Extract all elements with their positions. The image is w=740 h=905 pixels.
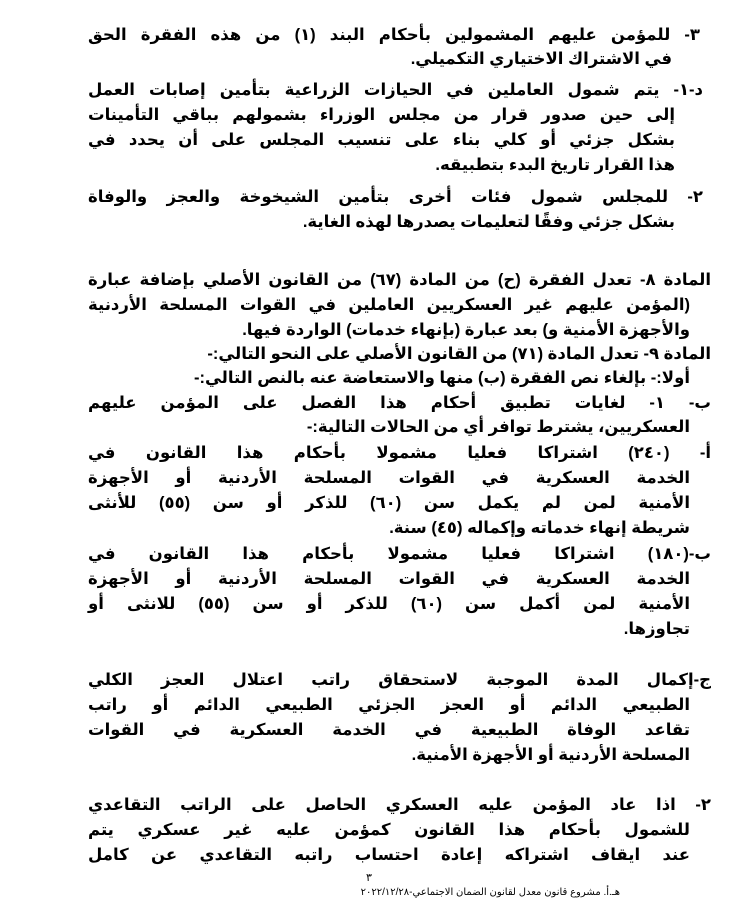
text-line: بشكل جزئي أو كلي بناء على تنسيب المجلس على أن يحدد في bbox=[88, 131, 675, 149]
text-line: الأمنية لمن أكمل سن (٦٠) للذكر أو سن (٥٥) للانثى أو bbox=[88, 595, 690, 613]
text-line: عند ايقاف اشتراكه إعادة احتساب راتبه التقاعدي عن كامل bbox=[88, 846, 690, 864]
text-line: ٢- للمجلس شمول فئات أخرى بتأمين الشيخوخة والعجز والوفاة bbox=[88, 188, 703, 206]
text-line: ٣- للمؤمن عليهم المشمولين بأحكام البند (١) من هذه الفقرة الحق bbox=[88, 26, 700, 44]
text-line: الطبيعي الدائم أو العجز الجزئي الطبيعي الدائم أو راتب bbox=[88, 696, 690, 714]
text-line: للشمول بأحكام هذا القانون كمؤمن عليه غير عسكري يتم bbox=[88, 821, 690, 839]
text-line: إلى حين صدور قرار من مجلس الوزراء بشمولهم بباقي التأمينات bbox=[88, 106, 675, 124]
text-line: تقاعد الوفاة الطبيعية في الخدمة العسكرية في القوات bbox=[88, 721, 690, 739]
text-line: ب- ١- لغايات تطبيق أحكام هذا الفصل على المؤمن عليهم bbox=[88, 394, 711, 412]
text-line: بشكل جزئي وفقًا لتعليمات يصدرها لهذه الغاية. bbox=[302, 213, 675, 231]
text-line: والأجهزة الأمنية و) بعد عبارة (بإنهاء خدمات) الواردة فيها. bbox=[242, 321, 690, 339]
text-line: ب-(١٨٠) اشتراكا فعليا مشمولا بأحكام هذا القانون في bbox=[88, 545, 711, 563]
text-line: شريطة إنهاء خدماته وإكماله (٤٥) سنة. bbox=[389, 519, 690, 537]
article-9-heading: المادة ٩- تعدل المادة (٧١) من القانون الأصلي على النحو التالي:- bbox=[207, 345, 711, 363]
text-line: العسكريين، يشترط توافر أي من الحالات التالية:- bbox=[306, 418, 690, 436]
text-line: ٢- اذا عاد المؤمن عليه العسكري الحاصل على الراتب التقاعدي bbox=[88, 796, 711, 814]
text-line: ج-إكمال المدة الموجبة لاستحقاق راتب اعتلال العجز الكلي bbox=[88, 671, 711, 689]
article-8-heading: المادة ٨- تعدل الفقرة (ح) من المادة (٦٧) من القانون الأصلي بإضافة عبارة bbox=[88, 271, 711, 289]
text-line: الأمنية لمن لم يكمل سن (٦٠) للذكر أو سن (٥٥) للأنثى bbox=[88, 494, 690, 512]
text-line: تجاوزها. bbox=[623, 620, 690, 638]
text-line: أ- (٢٤٠) اشتراكا فعليا مشمولا بأحكام هذا القانون في bbox=[87, 444, 711, 462]
text-line: أولا:- بإلغاء نص الفقرة (ب) منها والاستعاضة عنه بالنص التالي:- bbox=[193, 369, 690, 387]
text-line: هذا القرار تاريخ البدء بتطبيقه. bbox=[435, 156, 675, 174]
text-line: (المؤمن عليهم غير العسكريين العاملين في القوات المسلحة الأردنية bbox=[88, 296, 690, 314]
text-line: د-١- يتم شمول العاملين في الحيازات الزراعية بتأمين إصابات العمل bbox=[88, 81, 703, 99]
text-line: الخدمة العسكرية في القوات المسلحة الأردنية أو الأجهزة bbox=[88, 570, 690, 588]
text-line: الخدمة العسكرية في القوات المسلحة الأردنية أو الأجهزة bbox=[88, 469, 690, 487]
text-line: في الاشتراك الاختياري التكميلي. bbox=[410, 50, 672, 68]
text-line: المسلحة الأردنية أو الأجهزة الأمنية. bbox=[411, 746, 690, 764]
page-footer: هـ.أ. مشروع قانون معدل لقانون الضمان الاجتماعي-٢٠٢٢/١٢/٢٨ bbox=[360, 887, 620, 898]
page-number: ٣ bbox=[366, 872, 372, 884]
